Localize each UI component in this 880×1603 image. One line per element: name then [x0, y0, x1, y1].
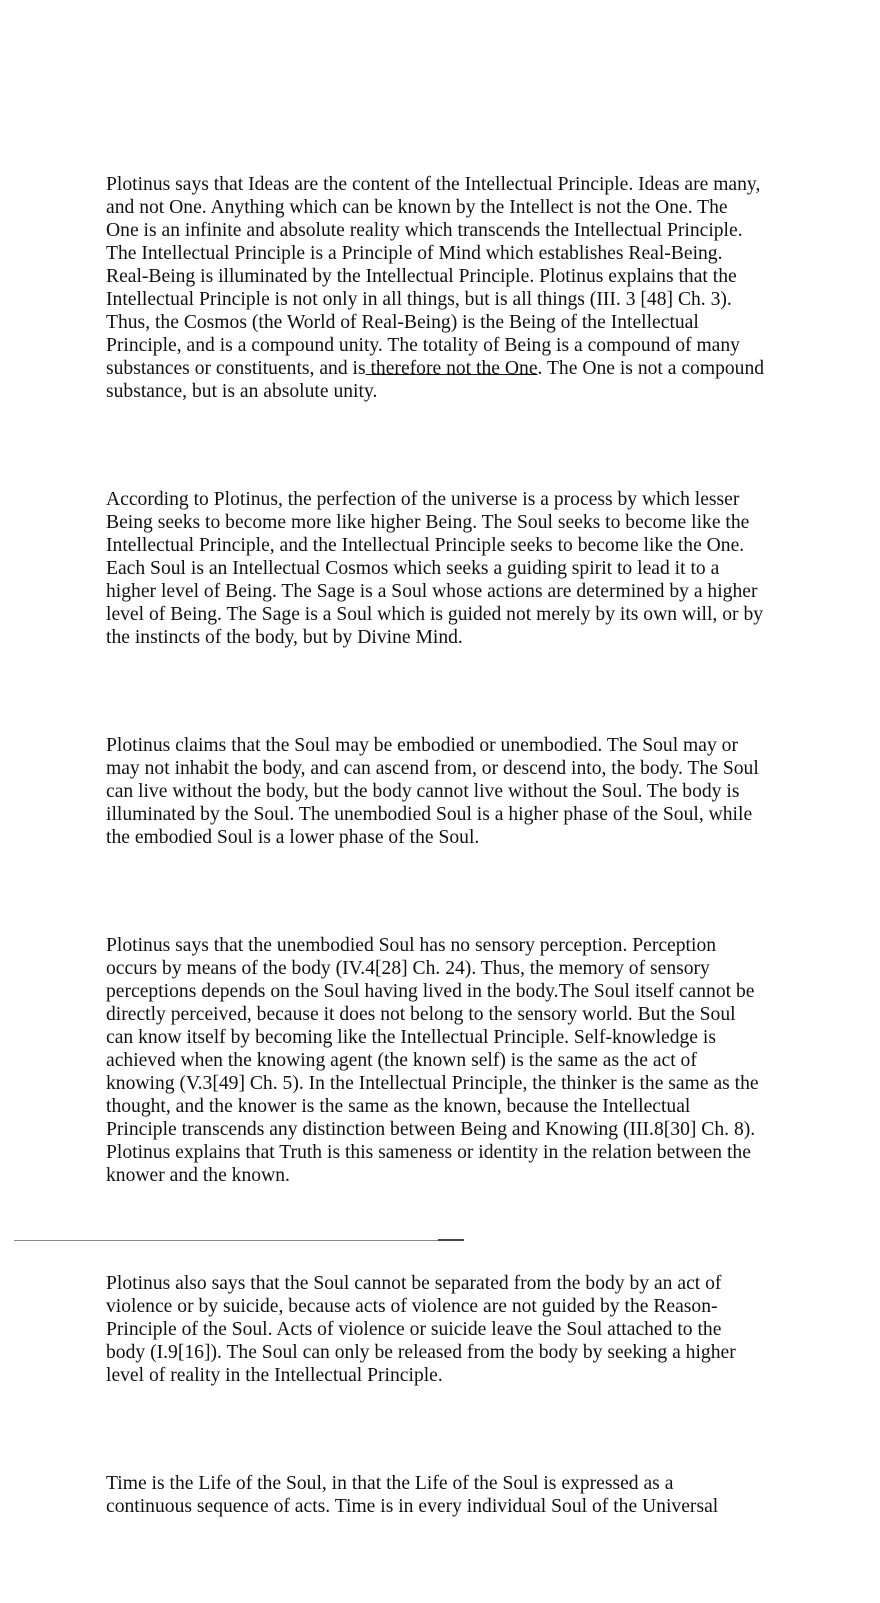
text-line: thought, and the knower is the same as the known, because the Intellectual [106, 1096, 691, 1117]
text-line: Plotinus claims that the Soul may be embodied or unembodied. The Soul may or [106, 735, 738, 756]
text-line: Real-Being is illuminated by the Intellectual Principle. Plotinus explains that the [106, 266, 737, 287]
footnote-separator-end [438, 1239, 464, 1241]
text-line: body (I.9[16]). The Soul can only be released from the body by seeking a higher [106, 1342, 736, 1363]
text-line: Principle of the Soul. Acts of violence or suicide leave the Soul attached to the [106, 1319, 722, 1340]
text-line: higher level of Being. The Sage is a Soul whose actions are determined by a higher [106, 581, 758, 602]
body-text [106, 104, 778, 1603]
text-line: Principle, and is a compound unity. The totality of Being is a compound of many [106, 335, 740, 356]
text-line: directly perceived, because it does not belong to the sensory world. But the Soul [106, 1004, 736, 1025]
footnote-separator [14, 1240, 464, 1241]
underlined-segment: One [499, 358, 538, 379]
text-line: the instincts of the body, but by Divine Mind. [106, 627, 463, 648]
text-segment: . The One is not a compound [537, 358, 765, 379]
text-line: Plotinus says that Ideas are the content of the Intellectual Principle. Ideas are many, [106, 174, 761, 195]
text-line: Intellectual Principle is not only in all things, but is all things (III. 3 [48] Ch. 3). [106, 289, 732, 310]
text-line: level of Being. The Sage is a Soul which is guided not merely by its own will, or by [106, 604, 764, 625]
text-line: Intellectual Principle, and the Intellectual Principle seeks to become like the One. [106, 535, 745, 556]
text-line: Plotinus explains that Truth is this sameness or identity in the relation between the [106, 1142, 751, 1163]
text-line: Each Soul is an Intellectual Cosmos which seeks a guiding spirit to lead it to a [106, 558, 720, 579]
text-line: substance, but is an absolute unity. [106, 381, 378, 402]
text-line: perceptions depends on the Soul having lived in the body.The Soul itself cannot be [106, 981, 755, 1002]
paragraph-2 [106, 488, 778, 649]
text-line: the embodied Soul is a lower phase of the Soul. [106, 827, 480, 848]
paragraph-6 [106, 1472, 778, 1518]
paragraph-1 [106, 173, 778, 403]
text-line: level of reality in the Intellectual Principle. [106, 1365, 443, 1386]
text-line: knowing (V.3[49] Ch. 5). In the Intellectual Principle, the thinker is the same as the [106, 1073, 759, 1094]
text-line: Being seeks to become more like higher Being. The Soul seeks to become like the [106, 512, 750, 533]
text-line: knower and the known. [106, 1165, 290, 1186]
text-segment: substances or constituents, and is [106, 358, 366, 379]
text-line: Plotinus says that the unembodied Soul has no sensory perception. Perception [106, 935, 717, 956]
text-line: Principle transcends any distinction between Being and Knowing (III.8[30] Ch. 8). [106, 1119, 756, 1140]
text-line: violence or by suicide, because acts of violence are not guided by the Reason- [106, 1296, 718, 1317]
text-line [106, 357, 778, 380]
paragraph-3 [106, 734, 778, 849]
text-line: According to Plotinus, the perfection of the universe is a process by which lesser [106, 489, 740, 510]
text-line: can live without the body, but the body cannot live without the Soul. The body is [106, 781, 740, 802]
text-line: may not inhabit the body, and can ascend from, or descend into, the body. The Soul [106, 758, 759, 779]
text-line: illuminated by the Soul. The unembodied Soul is a higher phase of the Soul, while [106, 804, 753, 825]
text-line: achieved when the knowing agent (the known self) is the same as the act of [106, 1050, 697, 1071]
text-line: occurs by means of the body (IV.4[28] Ch. 24). Thus, the memory of sensory [106, 958, 710, 979]
text-line: The Intellectual Principle is a Principle of Mind which establishes Real-Being. [106, 243, 723, 264]
text-line: and not One. Anything which can be known by the Intellect is not the One. The [106, 197, 728, 218]
text-line: Plotinus also says that the Soul cannot be separated from the body by an act of [106, 1273, 722, 1294]
text-line: One is an infinite and absolute reality which transcends the Intellectual Principle. [106, 220, 743, 241]
text-line: Thus, the Cosmos (the World of Real-Being) is the Being of the Intellectual [106, 312, 699, 333]
paragraph-4 [106, 934, 778, 1187]
text-line: Time is the Life of the Soul, in that the Life of the Soul is expressed as a [106, 1473, 674, 1494]
text-line: continuous sequence of acts. Time is in every individual Soul of the Universal [106, 1496, 719, 1517]
paragraph-5 [106, 1272, 778, 1387]
text-line: can know itself by becoming like the Intellectual Principle. Self-knowledge is [106, 1027, 716, 1048]
underlined-segment: therefore not the [365, 358, 500, 379]
